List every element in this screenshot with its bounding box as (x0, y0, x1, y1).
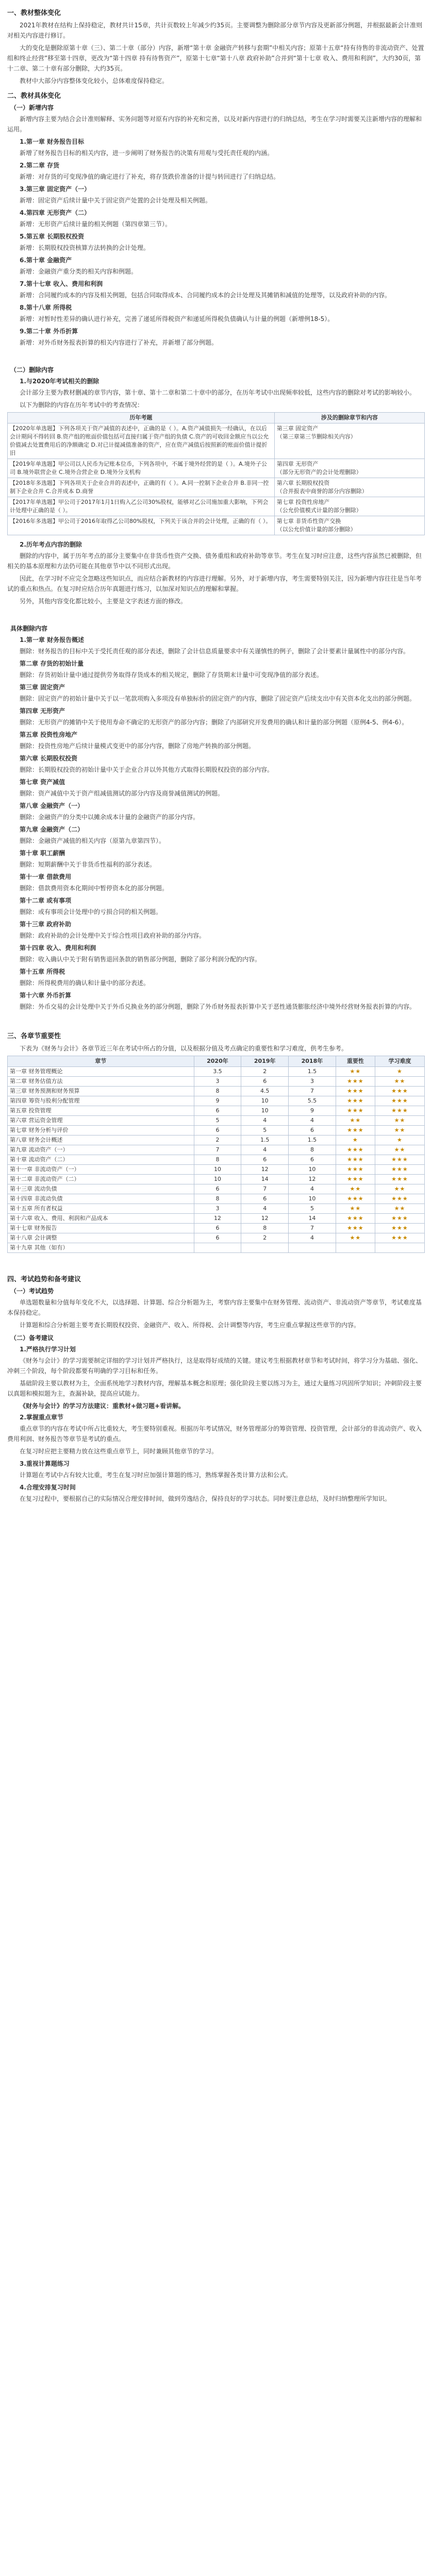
chapter-heading: 《财务与会计》的学习方法建议：重教材+做习题+看讲解。 (20, 1402, 185, 1410)
score-cell: 9 (194, 1096, 241, 1106)
table-cell: 第三章 固定资产 （第三章第三节删除相关内容） (274, 423, 424, 459)
paragraph: 新增内容主要为结合会计准则解释、实务问题等对原有内容的补充和完善，以及对新内容进行的归纳总结，考生在学习时需要关注新增内容的理解和运用。 (7, 115, 422, 133)
chapter-heading: 第七章 资产减值 (20, 778, 65, 786)
rating-cell: ★★★ (336, 1126, 375, 1136)
paragraph: 删除：资产减值中关于资产组减值测试的部分内容及商誉减值测试的例题。 (20, 790, 224, 797)
paragraph: 以下为删除的内容在历年考试中的考查情况： (20, 401, 144, 409)
table-cell: 【2017年单选题】甲公司于2017年1月1日购入乙公司30%股权，能够对乙公司施加重大影响，下列会计处理中正确的是（ ）。 (8, 497, 275, 516)
rating-cell: ★★★ (336, 1096, 375, 1106)
table-cell: 【2020年单选题】下列各项关于资产减值的表述中，正确的是（ ）。A.资产减值损失一经确认，在以后会计期间不得转回 B.资产组的账面价值包括可直接归属于资产组的负债 C.资产的可收回金额应当以公允价值减去处置费用后的净额确定 D.对已计提减值准备的资产，应在资产减值后按照新的账面价值计提折旧 (8, 423, 275, 459)
score-cell: 8 (194, 1194, 241, 1204)
paragraph: 大的变化是删除原第十章（三）、第二十章（部分）内容，新增“第十章 金融资产转移与套期”中相关内容；原第十五章“持有待售的非流动资产、处置组和终止经营”移至第十四章，更改为“第十四章 持有待售资产”，原第十七章“第十八章 政府补助”合并到“第十七章 收入、费用和利润”，大约30页，第十二章、第二十章有部分删除，大约35页。 (7, 44, 424, 72)
deleted-content-exam-table (7, 412, 425, 535)
rating-cell: ★★★ (336, 1194, 375, 1204)
section-title: 三、各章节重要性 (7, 1032, 61, 1040)
subsection-title: （二）删除内容 (10, 366, 54, 374)
paragraph: 删除：金融资产的分类中以摊余成本计量的金融资产的部分内容。 (20, 814, 200, 821)
paragraph: 删除：存货初始计量中通过提供劳务取得存货成本的相关规定，删除了存货期末计量中可变现净值的部分表述。 (20, 671, 323, 679)
paragraph: 重点章节的内容在考试中所占比重较大，考生要特别重视。根据历年考试情况，财务管理部分的筹资管理、投资管理，会计部分的非流动资产、收入费用利润、财务报告等章节是考试的重点。 (7, 1425, 422, 1443)
chapter-heading: 1.第一章 财务报告概述 (20, 636, 85, 643)
score-cell: 5 (241, 1126, 289, 1136)
score-cell: 10 (194, 1165, 241, 1175)
table-row (8, 1233, 425, 1243)
chapter-heading: 第十二章 或有事项 (20, 897, 72, 904)
rating-cell: ★★ (375, 1184, 424, 1194)
table-row (8, 1194, 425, 1204)
chapter-heading: 第五章 投资性房地产 (20, 731, 78, 738)
score-cell: 3 (194, 1077, 241, 1087)
rating-cell: ★★★ (336, 1077, 375, 1087)
chapter-heading: 7.第十七章 收入、费用和利润 (20, 280, 103, 287)
rating-cell: ★★ (375, 1204, 424, 1214)
table-row (8, 1106, 425, 1116)
table-body (8, 1067, 425, 1253)
score-cell: 6 (241, 1194, 289, 1204)
score-cell: 7 (289, 1224, 336, 1233)
table-row (8, 1155, 425, 1165)
score-cell: 6 (289, 1126, 336, 1136)
chapter-heading: 第四章 无形资产 (20, 707, 65, 715)
paragraph: 删除：固定资产的初始计量中关于以一笔款项购入多项没有单独标价的固定资产的内容，删除了固定资产后续支出中有关资本化支出的部分例题。 (20, 695, 416, 702)
chapter-name-cell: 第十章 流动资产（二） (8, 1155, 194, 1165)
score-cell: 4 (241, 1204, 289, 1214)
chapter-heading: 8.第十八章 所得税 (20, 304, 72, 311)
rating-cell: ★★ (336, 1233, 375, 1243)
score-cell: 14 (241, 1175, 289, 1184)
chapter-heading: 第三章 固定资产 (20, 684, 65, 691)
score-cell: 10 (289, 1165, 336, 1175)
paragraph: 单选题数量和分值每年变化不大，以选择题、计算题、综合分析题为主，考察内容主要集中在财务管理、流动资产、非流动资产等章节，考试难度基本保持稳定。 (7, 1299, 422, 1316)
score-cell: 1.5 (289, 1067, 336, 1077)
score-cell: 6 (194, 1106, 241, 1116)
paragraph: 删除：借款费用资本化期间中暂停资本化的部分例题。 (20, 885, 169, 892)
paragraph: 删除：收入确认中关于附有销售退回条款的销售部分例题，删除了部分利润分配的内容。 (20, 956, 261, 963)
rating-cell: ★★★ (375, 1155, 424, 1165)
paragraph: 删除：投资性房地产后续计量模式变更中的部分内容，删除了房地产转换的部分例题。 (20, 742, 255, 750)
paragraph: 因此，在学习时不应完全忽略这些知识点，而应结合新教材的内容进行理解。另外，对于新增内容，考生需要特别关注，因为新增内容往往是当年考试的重点和热点。在复习时应结合历年真题进行练习，以加深对知识点的理解和掌握。 (7, 575, 422, 592)
table-row (8, 1067, 425, 1077)
chapter-name-cell: 第十九章 其他（如有） (8, 1243, 194, 1253)
paragraph: 删除：财务报告的目标中关于受托责任观的部分表述，删除了会计信息质量要求中有关谨慎性的例子，删除了会计要素计量属性中的部分内容。 (20, 648, 410, 655)
rating-cell: ★★ (336, 1067, 375, 1077)
table-row (8, 1087, 425, 1096)
chapter-heading: 第八章 金融资产（一） (20, 802, 84, 809)
paragraph: 基础阶段主要以教材为主，全面系统地学习教材内容，理解基本概念和原理；强化阶段主要以练习为主，通过大量练习巩固所学知识；冲刺阶段主要以真题和模拟题为主，查漏补缺，提高应试能力。 (7, 1380, 422, 1397)
subsection-title: （一）考试趋势 (10, 1287, 54, 1295)
paragraph: 新增了财务报告目标的相关内容，进一步阐明了财务报告的决策有用观与受托责任观的内涵。 (20, 149, 274, 157)
chapter-heading: 4.合理安排复习时间 (20, 1484, 76, 1491)
score-cell: 6 (194, 1233, 241, 1243)
score-cell: 7 (289, 1087, 336, 1096)
paragraph: 删除：外币交易的会计处理中关于外币兑换业务的部分例题，删除了外币财务报表折算中关于恶性通货膨胀经济中境外经营财务报表折算的内容。 (20, 1003, 416, 1010)
score-cell: 10 (241, 1106, 289, 1116)
rating-cell: ★★★ (375, 1224, 424, 1233)
table-row (8, 516, 425, 535)
table-row (8, 1136, 425, 1145)
subsection-title: （二）备考建议 (10, 1334, 54, 1342)
chapter-heading: 1.严格执行学习计划 (20, 1346, 76, 1353)
table-row (8, 1096, 425, 1106)
chapter-heading: 第九章 金融资产（二） (20, 826, 84, 833)
chapter-heading: 4.第四章 无形资产（二） (20, 209, 91, 216)
chapter-name-cell: 第九章 流动资产（一） (8, 1145, 194, 1155)
score-cell: 12 (289, 1175, 336, 1184)
chapter-name-cell: 第十八章 会计调整 (8, 1233, 194, 1243)
table-header: 涉及的删除章节和内容 (274, 413, 424, 423)
chapter-name-cell: 第二章 财务估值方法 (8, 1077, 194, 1087)
chapter-heading: 2.第二章 存货 (20, 162, 60, 169)
score-cell: 3 (194, 1204, 241, 1214)
score-cell: 8 (289, 1145, 336, 1155)
rating-cell: ★★★ (336, 1224, 375, 1233)
paragraph: 删除：长期股权投资的初始计量中关于企业合并以外其他方式取得长期股权投资的部分内容。 (20, 766, 274, 773)
table-row (8, 478, 425, 497)
chapter-heading: 第十四章 收入、费用和利润 (20, 944, 96, 952)
chapter-heading: 第十一章 借款费用 (20, 873, 72, 880)
chapter-name-cell: 第十二章 非流动资产（二） (8, 1175, 194, 1184)
table-row (8, 1243, 425, 1253)
chapter-heading: 第十六章 外币折算 (20, 992, 72, 999)
rating-cell: ★★★ (375, 1233, 424, 1243)
paragraph: 删除：政府补助的会计处理中关于综合性项目政府补助的部分内容。 (20, 932, 206, 939)
chapter-heading: 6.第十章 金融资产 (20, 257, 72, 264)
rating-cell: ★★★ (375, 1106, 424, 1116)
chapter-name-cell: 第七章 财务分析与评价 (8, 1126, 194, 1136)
chapter-heading: 9.第二十章 外币折算 (20, 328, 78, 335)
table-cell: 第四章 无形资产 （部分无形资产的会计处理删除） (274, 459, 424, 478)
rating-cell: ★★ (336, 1184, 375, 1194)
rating-cell: ★★ (336, 1116, 375, 1126)
score-cell: 3.5 (194, 1067, 241, 1077)
paragraph: 新增：无形资产后续计量的相关例题（第四章第三节）。 (20, 221, 172, 228)
rating-cell: ★★★ (336, 1145, 375, 1155)
table-row (8, 1184, 425, 1194)
table-row (8, 1116, 425, 1126)
chapter-heading: 3.第三章 固定资产（一） (20, 185, 91, 193)
score-cell: 2 (241, 1067, 289, 1077)
chapter-heading: 2.掌握重点章节 (20, 1414, 63, 1421)
paragraph: 在复习过程中，要根据自己的实际情况合理安排时间，做到劳逸结合，保持良好的学习状态。同时要注意总结，及时归纳整理所学知识。 (20, 1495, 391, 1502)
score-cell: 6 (241, 1155, 289, 1165)
rating-cell (336, 1243, 375, 1253)
score-cell: 12 (194, 1214, 241, 1224)
score-cell: 4 (241, 1145, 289, 1155)
chapter-name-cell: 第五章 投资管理 (8, 1106, 194, 1116)
score-cell: 10 (241, 1096, 289, 1106)
table-header: 2018年 (289, 1056, 336, 1067)
chapter-name-cell: 第八章 财务会计概述 (8, 1136, 194, 1145)
rating-cell: ★★★ (336, 1165, 375, 1175)
paragraph: 新增：长期股权投资核算方法转换的会计处理。 (20, 244, 150, 251)
subsection-title: （一）新增内容 (10, 104, 54, 111)
rating-cell: ★ (336, 1136, 375, 1145)
table-row (8, 1214, 425, 1224)
score-cell: 6 (194, 1184, 241, 1194)
section-title: 一、教材整体变化 (7, 9, 61, 17)
score-cell: 1.5 (241, 1136, 289, 1145)
rating-cell: ★★ (336, 1204, 375, 1214)
score-cell (194, 1243, 241, 1253)
paragraph: 教材中大部分内容整体变化较小，总体难度保持稳定。 (20, 77, 169, 84)
rating-cell: ★★★ (375, 1175, 424, 1184)
paragraph: 2021年教材在结构上保持稳定，教材共计15章，共计页数较上年减少约35页。主要调整为删除部分章节内容及更新部分例题，并根据最新会计准则对相关内容进行修订。 (7, 22, 423, 39)
table-row (8, 1204, 425, 1214)
chapter-heading: 第十三章 政府补助 (20, 921, 72, 928)
table-header: 章节 (8, 1056, 194, 1067)
table-cell: 【2018年多选题】下列各项关于企业合并的表述中，正确的有（ ）。A.同一控制下企业合并 B.非同一控制下企业合并 C.合并成本 D.商誉 (8, 478, 275, 497)
table-header: 2019年 (241, 1056, 289, 1067)
table-header: 历年考题 (8, 413, 275, 423)
table-cell: 第七章 投资性房地产 （公允价值模式计量的部分删除） (274, 497, 424, 516)
section-title: 四、考试趋势和备考建议 (7, 1276, 81, 1283)
table-cell: 第七章 非货币性资产交换 （以公允价值计量的部分删除） (274, 516, 424, 535)
rating-cell: ★ (375, 1067, 424, 1077)
table-row (8, 423, 425, 459)
score-cell: 8 (194, 1155, 241, 1165)
score-cell: 7 (194, 1145, 241, 1155)
score-cell: 4 (241, 1116, 289, 1126)
rating-cell: ★★ (375, 1145, 424, 1155)
score-cell: 5.5 (289, 1096, 336, 1106)
paragraph: 删除：或有事项会计处理中的亏损合同的相关例题。 (20, 908, 162, 916)
rating-cell (375, 1243, 424, 1253)
table-row (8, 1165, 425, 1175)
chapter-name-cell: 第十六章 收入、费用、利润和产品成本 (8, 1214, 194, 1224)
rating-cell: ★★★ (375, 1096, 424, 1106)
chapter-heading: 5.第五章 长期股权投资 (20, 233, 85, 240)
table-row (8, 1126, 425, 1136)
chapter-name-cell: 第十五章 所有者权益 (8, 1204, 194, 1214)
paragraph: 删除：短期薪酬中关于非货币性福利的部分表述。 (20, 861, 156, 868)
score-cell: 10 (194, 1175, 241, 1184)
score-cell: 10 (289, 1194, 336, 1204)
chapter-heading: 第十章 职工薪酬 (20, 850, 65, 857)
rating-cell: ★★★ (336, 1087, 375, 1096)
chapter-name-cell: 第三章 财务预测和财务预算 (8, 1087, 194, 1096)
chapter-name-cell: 第十四章 非流动负债 (8, 1194, 194, 1204)
table-header: 学习难度 (375, 1056, 424, 1067)
paragraph: 新增：合同履约成本的内容及相关例题，包括合同取得成本、合同履约成本的会计处理及其摊销和减值的处理等，以及政府补助的内容。 (20, 292, 391, 299)
paragraph: 计算题和综合分析题主要考查长期股权投资、金融资产、收入、所得税、会计调整等内容，考生应重点掌握这些章节的内容。 (20, 1321, 360, 1329)
rating-cell: ★★ (375, 1116, 424, 1126)
table-cell: 【2016年多选题】甲公司于2016年取得乙公司80%股权，下列关于该合并的会计处理，正确的有（ ）。 (8, 516, 275, 535)
table-row (8, 459, 425, 478)
table-row (8, 1077, 425, 1087)
score-cell: 6 (194, 1224, 241, 1233)
paragraph: 下表为《财务与会计》各章节近三年在考试中所占的分值，以及根据分值及考点确定的重要性和学习难度，供考生参考。 (20, 1045, 348, 1052)
rating-cell: ★★★ (336, 1106, 375, 1116)
paragraph: 删除：金融资产减值的相关内容（原第九章第四节）。 (20, 837, 165, 844)
rating-cell: ★★★ (336, 1175, 375, 1184)
score-cell: 8 (194, 1087, 241, 1096)
paragraph: 新增：固定资产后续计量中关于固定资产处置的会计处理及相关例题。 (20, 197, 212, 204)
score-cell: 1.5 (289, 1136, 336, 1145)
score-cell: 5 (194, 1116, 241, 1126)
chapter-heading: 3.重视计算题练习 (20, 1460, 70, 1467)
table-row (8, 1224, 425, 1233)
score-cell: 5 (289, 1204, 336, 1214)
score-cell: 4 (289, 1116, 336, 1126)
table-cell: 【2019年单选题】甲公司以人民币为记账本位币，下列各项中，不属于境外经营的是（ ）。A.境外子公司 B.境外联营企业 C.境外合营企业 D.境外分支机构 (8, 459, 275, 478)
paragraph: 会计部分主要为教材删减的章节内容，第十章、第十二章和第二十章中的部分，在历年考试中出现频率较低，这些内容的删除对考试的影响较小。 (20, 389, 416, 396)
table-row (8, 1145, 425, 1155)
chapter-name-cell: 第四章 筹资与股利分配管理 (8, 1096, 194, 1106)
score-cell: 2 (194, 1136, 241, 1145)
chapter-heading: 第二章 存货的初始计量 (20, 660, 84, 667)
section-title: 二、教材具体变化 (7, 92, 61, 100)
score-cell: 7 (241, 1184, 289, 1194)
paragraph: 计算题在考试中占有较大比重，考生在复习时应加强计算题的练习，熟练掌握各类计算方法和公式。 (20, 1471, 292, 1479)
score-cell: 4 (289, 1233, 336, 1243)
score-cell (289, 1243, 336, 1253)
chapter-heading: 2.历年考点内容的删除 (20, 541, 82, 548)
table-header: 重要性 (336, 1056, 375, 1067)
score-cell: 4 (289, 1184, 336, 1194)
score-cell: 6 (289, 1155, 336, 1165)
paragraph: 删除：所得税费用的确认和计量中的部分表述。 (20, 979, 150, 987)
rating-cell: ★★ (375, 1077, 424, 1087)
paragraph: 另外，其他内容变化都比较小，主要是文字表述方面的修改。 (20, 598, 187, 605)
score-cell: 6 (194, 1126, 241, 1136)
score-cell: 9 (289, 1106, 336, 1116)
score-cell: 12 (241, 1214, 289, 1224)
chapter-heading: 第六章 长期股权投资 (20, 755, 78, 762)
chapter-name-cell: 第十一章 非流动资产（一） (8, 1165, 194, 1175)
paragraph: 新增：对存货的可变现净值的确定进行了补充，将存货跌价准备的计提与转回进行了归纳总结。 (20, 173, 280, 180)
chapter-heading: 1.与2020年考试相关的删除 (20, 378, 99, 385)
table-row (8, 1175, 425, 1184)
rating-cell: ★★★ (375, 1087, 424, 1096)
paragraph: 在复习时应把主要精力放在这些重点章节上，同时兼顾其他章节的学习。 (20, 1448, 218, 1455)
paragraph: 新增：金融资产重分类的相关内容和例题。 (20, 268, 138, 275)
rating-cell: ★★★ (375, 1194, 424, 1204)
chapter-name-cell: 第一章 财务管理概论 (8, 1067, 194, 1077)
chapter-name-cell: 第十七章 财务报告 (8, 1224, 194, 1233)
score-cell: 4.5 (241, 1087, 289, 1096)
rating-cell: ★★ (375, 1126, 424, 1136)
paragraph: 新增：对外币财务报表折算的相关内容进行了补充，并新增了部分例题。 (20, 339, 218, 346)
table-header: 2020年 (194, 1056, 241, 1067)
rating-cell: ★★★ (336, 1155, 375, 1165)
paragraph: 删除：无形资产的摊销中关于使用寿命不确定的无形资产的部分内容；删除了内部研究开发费用的确认和计量的部分例题（原例4-5、例4-6）。 (20, 719, 408, 726)
chapter-heading: 1.第一章 财务报告目标 (20, 138, 85, 145)
subsection-title: 具体删除内容 (10, 625, 48, 632)
table-row (8, 497, 425, 516)
chapter-heading: 第十五章 所得税 (20, 968, 65, 975)
chapter-importance-table (7, 1056, 425, 1253)
score-cell: 12 (241, 1165, 289, 1175)
paragraph: 《财务与会计》的学习需要制定详细的学习计划并严格执行，这是取得好成绩的关键。建议考生根据教材章节和考试时间，将学习分为基础、强化、冲刺三个阶段，每个阶段都要有明确的学习目标和任务。 (7, 1357, 422, 1375)
chapter-name-cell: 第十三章 流动负债 (8, 1184, 194, 1194)
paragraph: 新增：对暂时性差异的确认进行补充，完善了递延所得税资产和递延所得税负债确认与计量的例题（新增例18-5）。 (20, 315, 334, 323)
score-cell: 6 (241, 1077, 289, 1087)
score-cell: 3 (289, 1077, 336, 1087)
score-cell: 8 (241, 1224, 289, 1233)
score-cell: 14 (289, 1214, 336, 1224)
score-cell (241, 1243, 289, 1253)
chapter-name-cell: 第六章 营运资金管理 (8, 1116, 194, 1126)
paragraph: 删除的内容中，属于历年考点的部分主要集中在非货币性资产交换、债务重组和政府补助等章节。考生在复习时应注意，这些内容虽然已被删除，但相关的基本原理和方法仍可能在其他章节中以不同形式出现。 (7, 552, 422, 570)
table-cell: 第六章 长期股权投资 （合并报表中商誉的部分内容删除） (274, 478, 424, 497)
score-cell: 2 (241, 1233, 289, 1243)
rating-cell: ★★★ (375, 1214, 424, 1224)
rating-cell: ★★★ (336, 1214, 375, 1224)
rating-cell: ★★★ (375, 1165, 424, 1175)
rating-cell: ★ (375, 1136, 424, 1145)
